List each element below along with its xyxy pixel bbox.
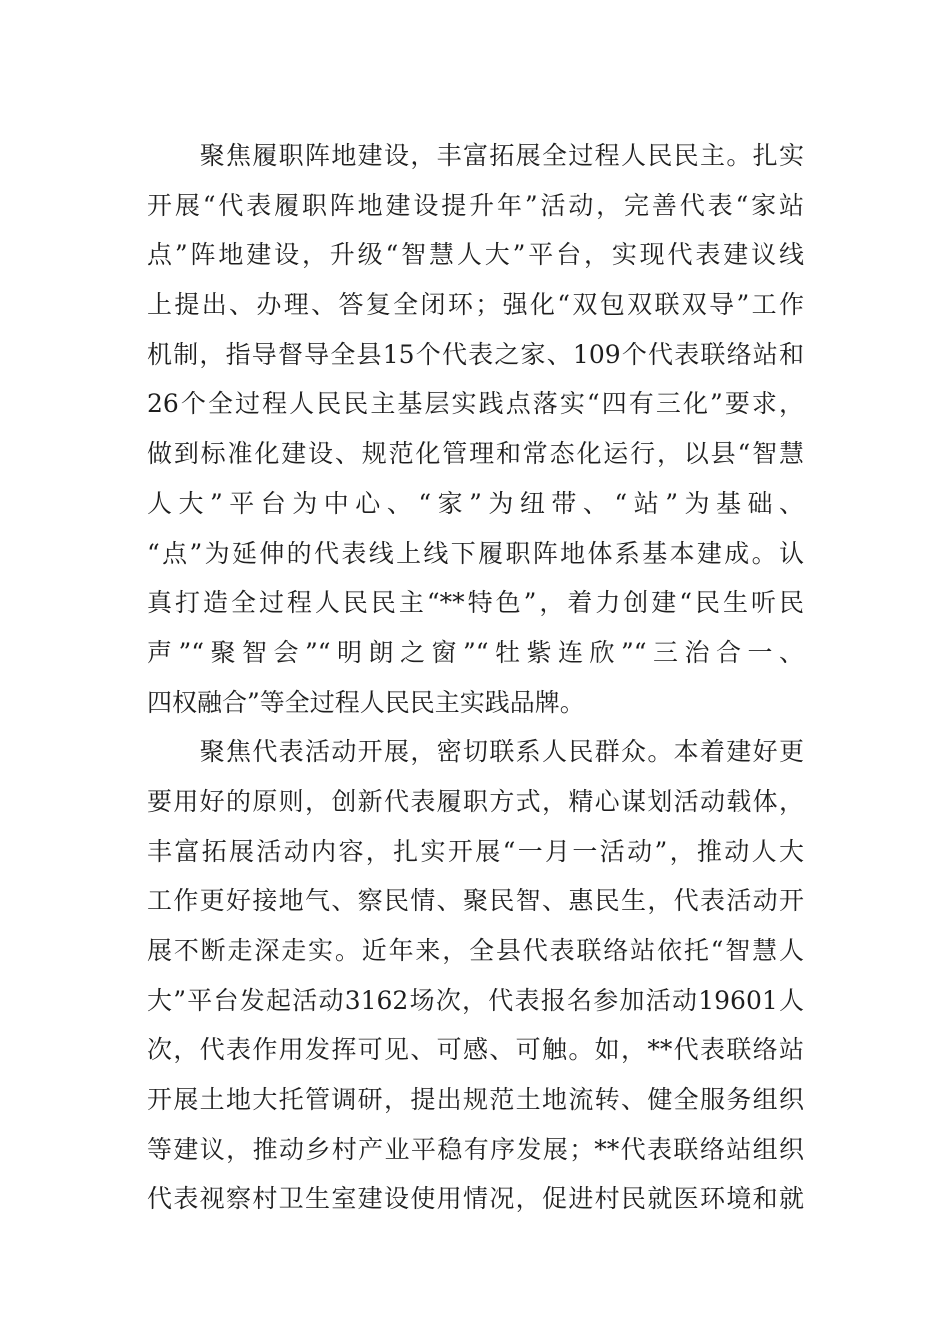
text-line: 上提出、办理、答复全闭环；强化“双包双联双导”工作 <box>147 290 804 320</box>
text-line: 开展土地大托管调研，提出规范土地流转、健全服务组织 <box>147 1085 804 1115</box>
text-line: 点”阵地建设，升级“智慧人大”平台，实现代表建议线 <box>147 240 804 270</box>
text-line: 要用好的原则，创新代表履职方式，精心谋划活动载体， <box>147 786 804 816</box>
text-line: 开展“代表履职阵地建设提升年”活动，完善代表“家站 <box>147 190 804 220</box>
text-line: 机制，指导督导全县15个代表之家、109个代表联络站和 <box>147 339 804 369</box>
text-line: 四权融合”等全过程人民民主实践品牌。 <box>147 687 585 717</box>
text-line: 聚焦代表活动开展，密切联系人民群众。本着建好更 <box>147 737 804 767</box>
text-line: 丰富拓展活动内容，扎实开展“一月一活动”，推动人大 <box>147 836 804 866</box>
text-line: 人大”平台为中心、“家”为纽带、“站”为基础、 <box>147 488 804 518</box>
body-text <box>147 131 804 1224</box>
text-line: 代表视察村卫生室建设使用情况，促进村民就医环境和就 <box>147 1184 804 1214</box>
text-line: 次，代表作用发挥可见、可感、可触。如，**代表联络站 <box>147 1035 804 1065</box>
text-line: 工作更好接地气、察民情、聚民智、惠民生，代表活动开 <box>147 886 804 916</box>
text-line: 26个全过程人民民主基层实践点落实“四有三化”要求， <box>147 389 804 419</box>
text-line: 大”平台发起活动3162场次，代表报名参加活动19601人 <box>147 985 804 1015</box>
text-line: 等建议，推动乡村产业平稳有序发展；**代表联络站组织 <box>147 1134 804 1164</box>
text-line: 聚焦履职阵地建设，丰富拓展全过程人民民主。扎实 <box>147 141 804 170</box>
text-line: 做到标准化建设、规范化管理和常态化运行，以县“智慧 <box>147 439 804 469</box>
text-line: 声”“聚智会”“明朗之窗”“牡紫连欣”“三治合一、 <box>147 637 804 667</box>
text-line: “点”为延伸的代表线上线下履职阵地体系基本建成。认 <box>147 538 804 568</box>
text-line: 展不断走深走实。近年来，全县代表联络站依托“智慧人 <box>147 936 804 965</box>
text-line: 真打造全过程人民民主“**特色”，着力创建“民生听民 <box>147 588 804 618</box>
